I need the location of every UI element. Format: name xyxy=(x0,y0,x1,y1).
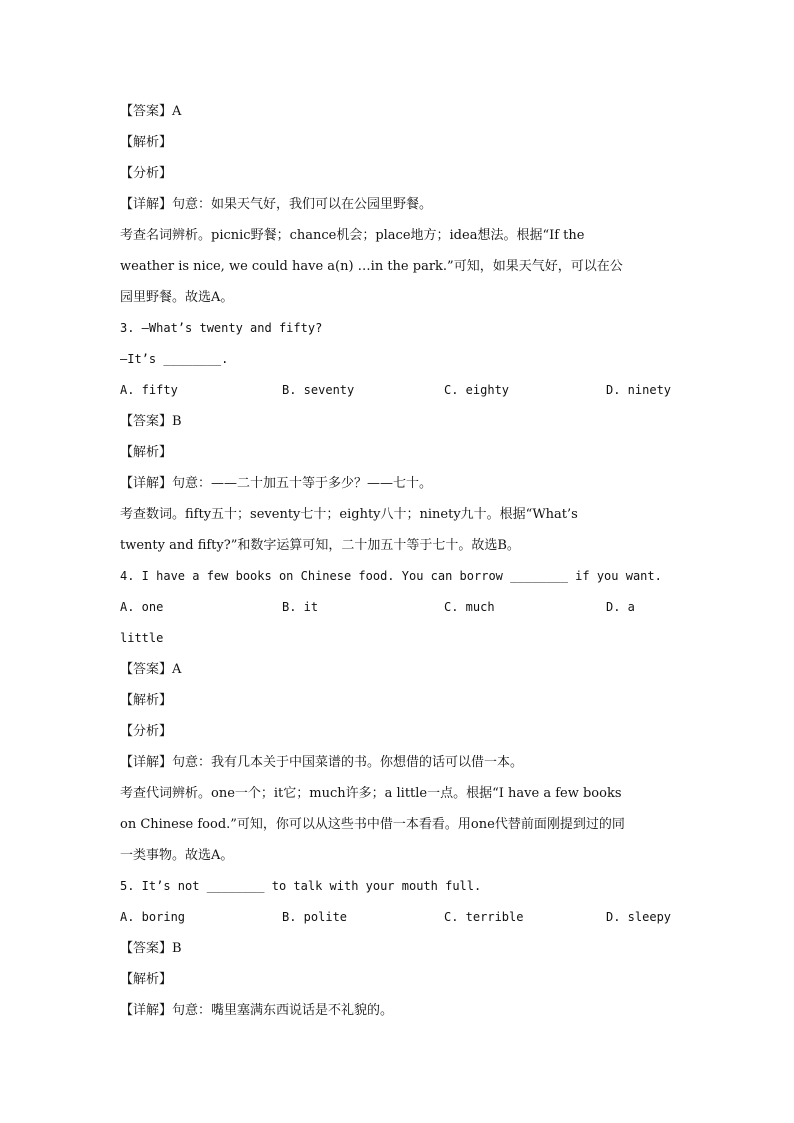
q4-option-d: D. a xyxy=(606,600,635,614)
q3-explanation-line: 考查数词。fifty五十；seventy七十；eighty八十；ninety九十。根据“What’s xyxy=(120,507,578,522)
q5-analysis-heading: 【解析】 xyxy=(120,972,173,987)
q5-option-d: D. sleepy xyxy=(606,910,672,924)
q3-analysis-heading: 【解析】 xyxy=(120,445,173,460)
q4-option-b: B. it xyxy=(282,600,319,614)
q3-answer: 【答案】B xyxy=(120,414,182,429)
q4-option-a: A. one xyxy=(120,600,164,614)
q4-fenxi-heading: 【分析】 xyxy=(120,724,173,739)
q3-options xyxy=(120,375,680,406)
q3-option-a: A. fifty xyxy=(120,383,178,397)
q4-analysis-heading: 【解析】 xyxy=(120,693,173,708)
q5-stem: 5. It’s not ________ to talk with your mouth full. xyxy=(120,879,482,893)
q5-option-a: A. boring xyxy=(120,910,186,924)
q4-explanation-line: on Chinese food.”可知，你可以从这些书中借一本看看。用one代替前面刚提到过的同 xyxy=(120,817,625,832)
q5-answer: 【答案】B xyxy=(120,941,182,956)
q2-explanation-line: 考查名词辨析。picnic野餐；chance机会；place地方；idea想法。根据“If the xyxy=(120,228,585,243)
q2-answer: 【答案】A xyxy=(120,104,182,119)
q5-detail: 【详解】句意：嘴里塞满东西说话是不礼貌的。 xyxy=(120,1003,394,1018)
document-page xyxy=(120,96,680,1026)
q2-detail: 【详解】句意：如果天气好，我们可以在公园里野餐。 xyxy=(120,197,433,212)
q2-explanation-line: weather is nice, we could have a(n) …in the park.”可知，如果天气好，可以在公 xyxy=(120,259,623,274)
q4-stem: 4. I have a few books on Chinese food. You can borrow ________ if you want. xyxy=(120,569,662,583)
q5-option-c: C. terrible xyxy=(444,910,524,924)
q2-fenxi-heading: 【分析】 xyxy=(120,166,173,181)
q2-explanation-line: 园里野餐。故选A。 xyxy=(120,290,234,305)
q3-explanation-line: twenty and fifty?”和数字运算可知，二十加五十等于七十。故选B。 xyxy=(120,538,520,553)
q3-option-b: B. seventy xyxy=(282,383,355,397)
q4-option-d-continued: little xyxy=(120,631,164,645)
q3-option-d: D. ninety xyxy=(606,383,672,397)
q3-stem: 3. —What’s twenty and fifty? xyxy=(120,321,323,335)
q5-option-b: B. polite xyxy=(282,910,348,924)
q4-detail: 【详解】句意：我有几本关于中国菜谱的书。你想借的话可以借一本。 xyxy=(120,755,524,770)
q2-analysis-heading: 【解析】 xyxy=(120,135,173,150)
q4-options xyxy=(120,592,680,623)
q3-stem-response: —It’s ________. xyxy=(120,352,229,366)
q4-explanation-line: 考查代词辨析。one一个；it它；much许多；a little一点。根据“I have a few books xyxy=(120,786,622,801)
q4-explanation-line: 一类事物。故选A。 xyxy=(120,848,234,863)
q3-detail: 【详解】句意：——二十加五十等于多少？——七十。 xyxy=(120,476,433,491)
q4-option-c: C. much xyxy=(444,600,495,614)
q3-option-c: C. eighty xyxy=(444,383,510,397)
q4-answer: 【答案】A xyxy=(120,662,182,677)
q5-options xyxy=(120,902,680,933)
